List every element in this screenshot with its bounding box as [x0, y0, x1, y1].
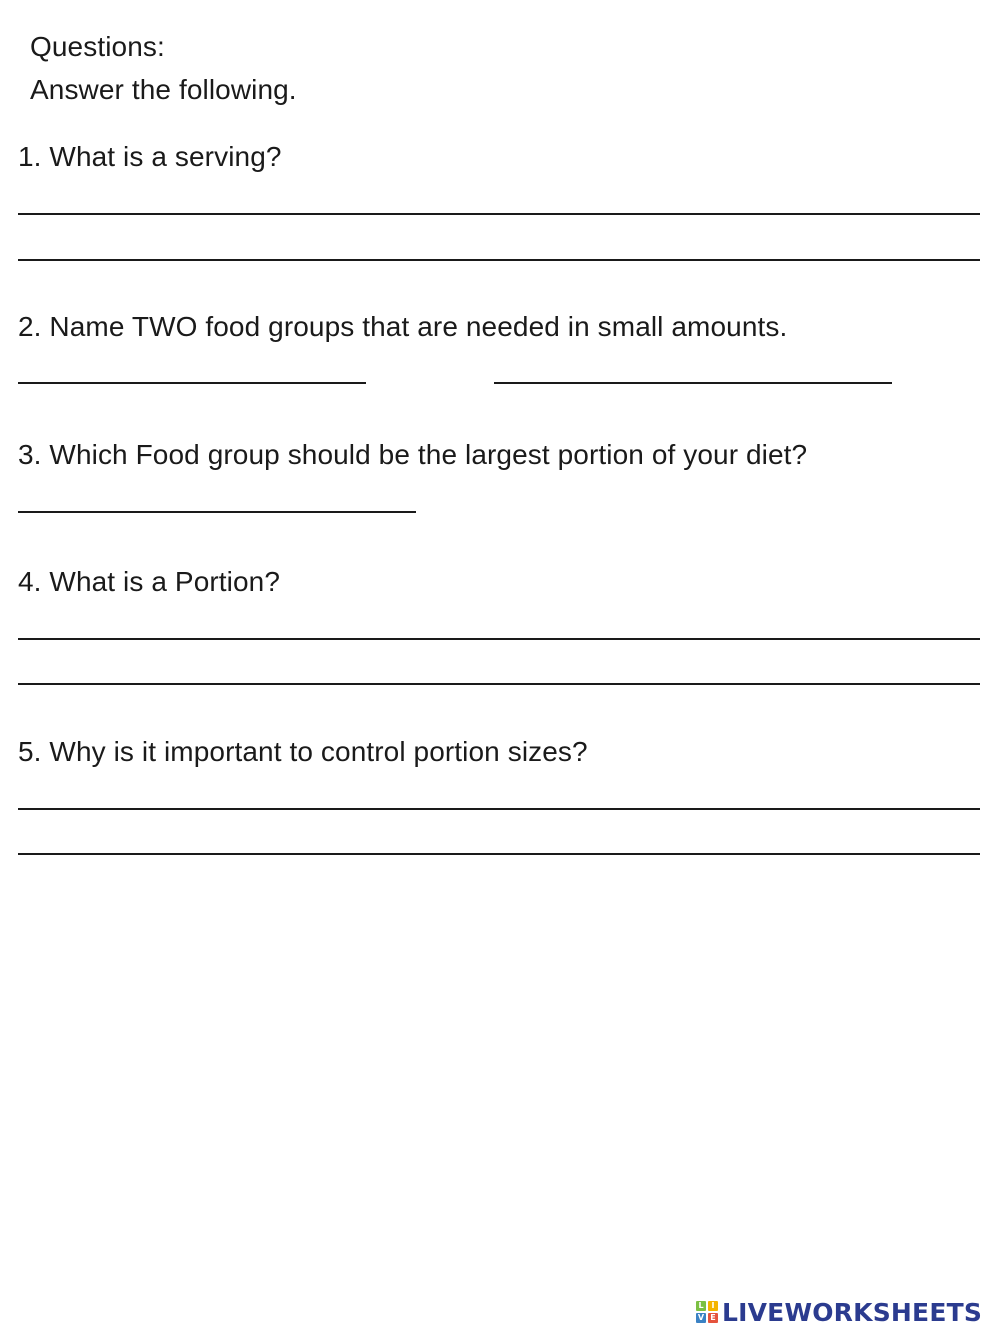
logo-letter-i: I [708, 1301, 718, 1311]
answer-line-4b[interactable] [18, 683, 980, 685]
page-title: Questions: [30, 31, 165, 62]
logo-letter-e: E [708, 1313, 718, 1323]
logo-letter-l: L [696, 1301, 706, 1311]
question-2-text: 2. Name TWO food groups that are needed in small amounts. [18, 311, 788, 342]
answer-line-4a[interactable] [18, 638, 980, 640]
liveworksheets-logo-icon [696, 1301, 718, 1323]
answer-line-1b[interactable] [18, 259, 980, 261]
question-1-text: 1. What is a serving? [18, 141, 282, 172]
answer-line-3[interactable] [18, 511, 416, 513]
brand-text: LIVEWORKSHEETS [722, 1297, 983, 1327]
question-4-text: 4. What is a Portion? [18, 566, 281, 597]
question-3-text: 3. Which Food group should be the largest portion of your diet? [18, 439, 808, 470]
answer-line-1a[interactable] [18, 213, 980, 215]
liveworksheets-brand [696, 1294, 982, 1330]
question-5-text: 5. Why is it important to control portion sizes? [18, 736, 588, 767]
logo-letter-v: V [697, 1313, 705, 1322]
answer-line-2a[interactable] [18, 382, 366, 384]
answer-line-2b[interactable] [494, 382, 892, 384]
answer-line-5b[interactable] [18, 853, 980, 855]
instructions: Answer the following. [30, 74, 297, 105]
answer-line-5a[interactable] [18, 808, 980, 810]
